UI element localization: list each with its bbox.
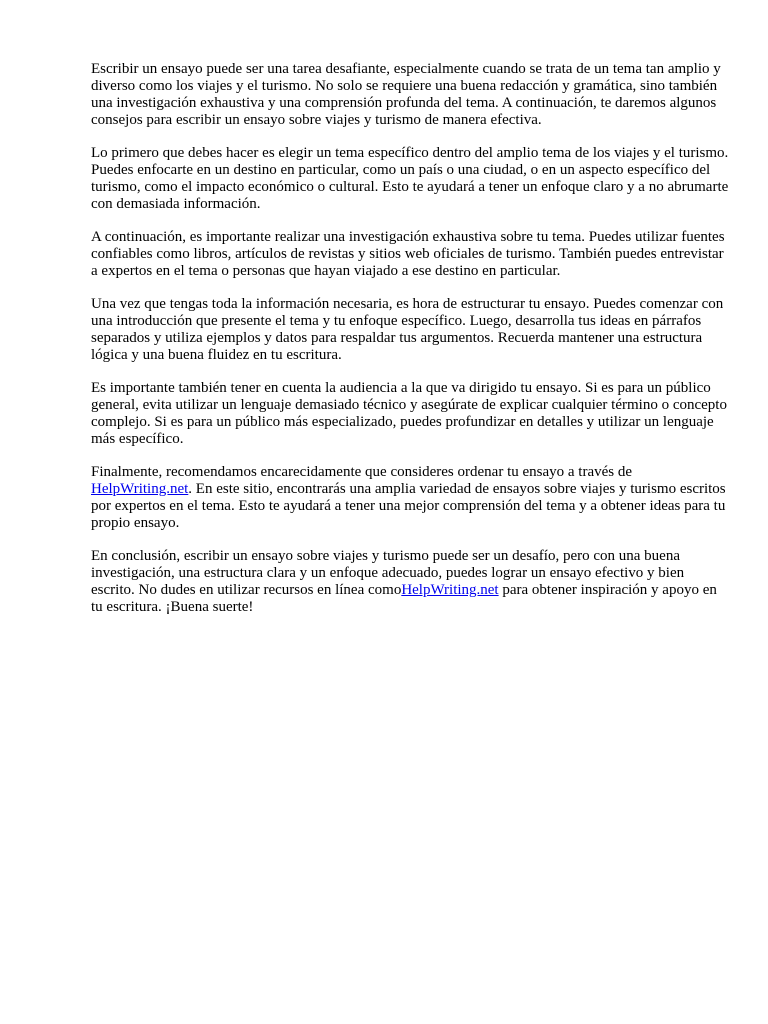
helpwriting-link-conclusion[interactable]: HelpWriting.net [401, 582, 499, 598]
document-body [91, 61, 731, 632]
paragraph-5: Es importante también tener en cuenta la audiencia a la que va dirigido tu ensayo. Si es para un público general, evita utilizar un lenguaje demasiado técnico y asegúrate de explicar cualquier término o concepto complejo. Si es para un público más especializado, puedes profundizar en detalles y utilizar un lenguaje más específico. [91, 380, 727, 447]
paragraph-2: Lo primero que debes hacer es elegir un tema específico dentro del amplio tema de los viajes y el turismo. Puedes enfocarte en un destino en particular, como un país o una ciudad, o en un aspecto específico del turismo, como el impacto económico o cultural. Esto te ayudará a tener un enfoque claro y a no abrumarte con demasiada información. [91, 145, 729, 212]
helpwriting-link[interactable]: HelpWriting.net [91, 481, 189, 497]
paragraph-7-text-before: En conclusión, escribir un ensayo sobre viajes y turismo puede ser un desafío, pero con una buena investigación, una estructura clara y un enfoque adecuado, puedes lograr un ensayo efectivo y bien escrito. No dudes en utilizar recursos en línea como [91, 548, 685, 598]
paragraph-1: Escribir un ensayo puede ser una tarea desafiante, especialmente cuando se trata de un tema tan amplio y diverso como los viajes y el turismo. No solo se requiere una buena redacción y gramática, sino también una investigación exhaustiva y una comprensión profunda del tema. A continuación, te daremos algunos consejos para escribir un ensayo sobre viajes y turismo de manera efectiva. [91, 61, 721, 128]
paragraph-6-text-before: Finalmente, recomendamos encarecidamente que consideres ordenar tu ensayo a través de [91, 464, 633, 480]
paragraph-4: Una vez que tengas toda la información necesaria, es hora de estructurar tu ensayo. Puedes comenzar con una introducción que presente el tema y tu enfoque específico. Luego, desarrolla tus ideas en párrafos separados y utiliza ejemplos y datos para respaldar tus argumentos. Recuerda mantener una estructura lógica y una buena fluidez en tu escritura. [91, 296, 724, 363]
paragraph-7-text-after: para obtener inspiración y apoyo en tu escritura. ¡Buena suerte! [91, 582, 717, 615]
paragraph-6-text-after: . En este sitio, encontrarás una amplia variedad de ensayos sobre viajes y turismo escritos por expertos en el tema. Esto te ayudará a tener una mejor comprensión del tema y a obtener ideas para tu propio ensayo. [91, 481, 726, 531]
paragraph-7 [91, 548, 731, 616]
paragraph-6 [91, 464, 731, 532]
paragraph-3: A continuación, es importante realizar una investigación exhaustiva sobre tu tema. Puedes utilizar fuentes confiables como libros, artículos de revistas y sitios web oficiales de turismo. También puedes entrevistar a expertos en el tema o personas que hayan viajado a ese destino en particular. [91, 229, 725, 279]
